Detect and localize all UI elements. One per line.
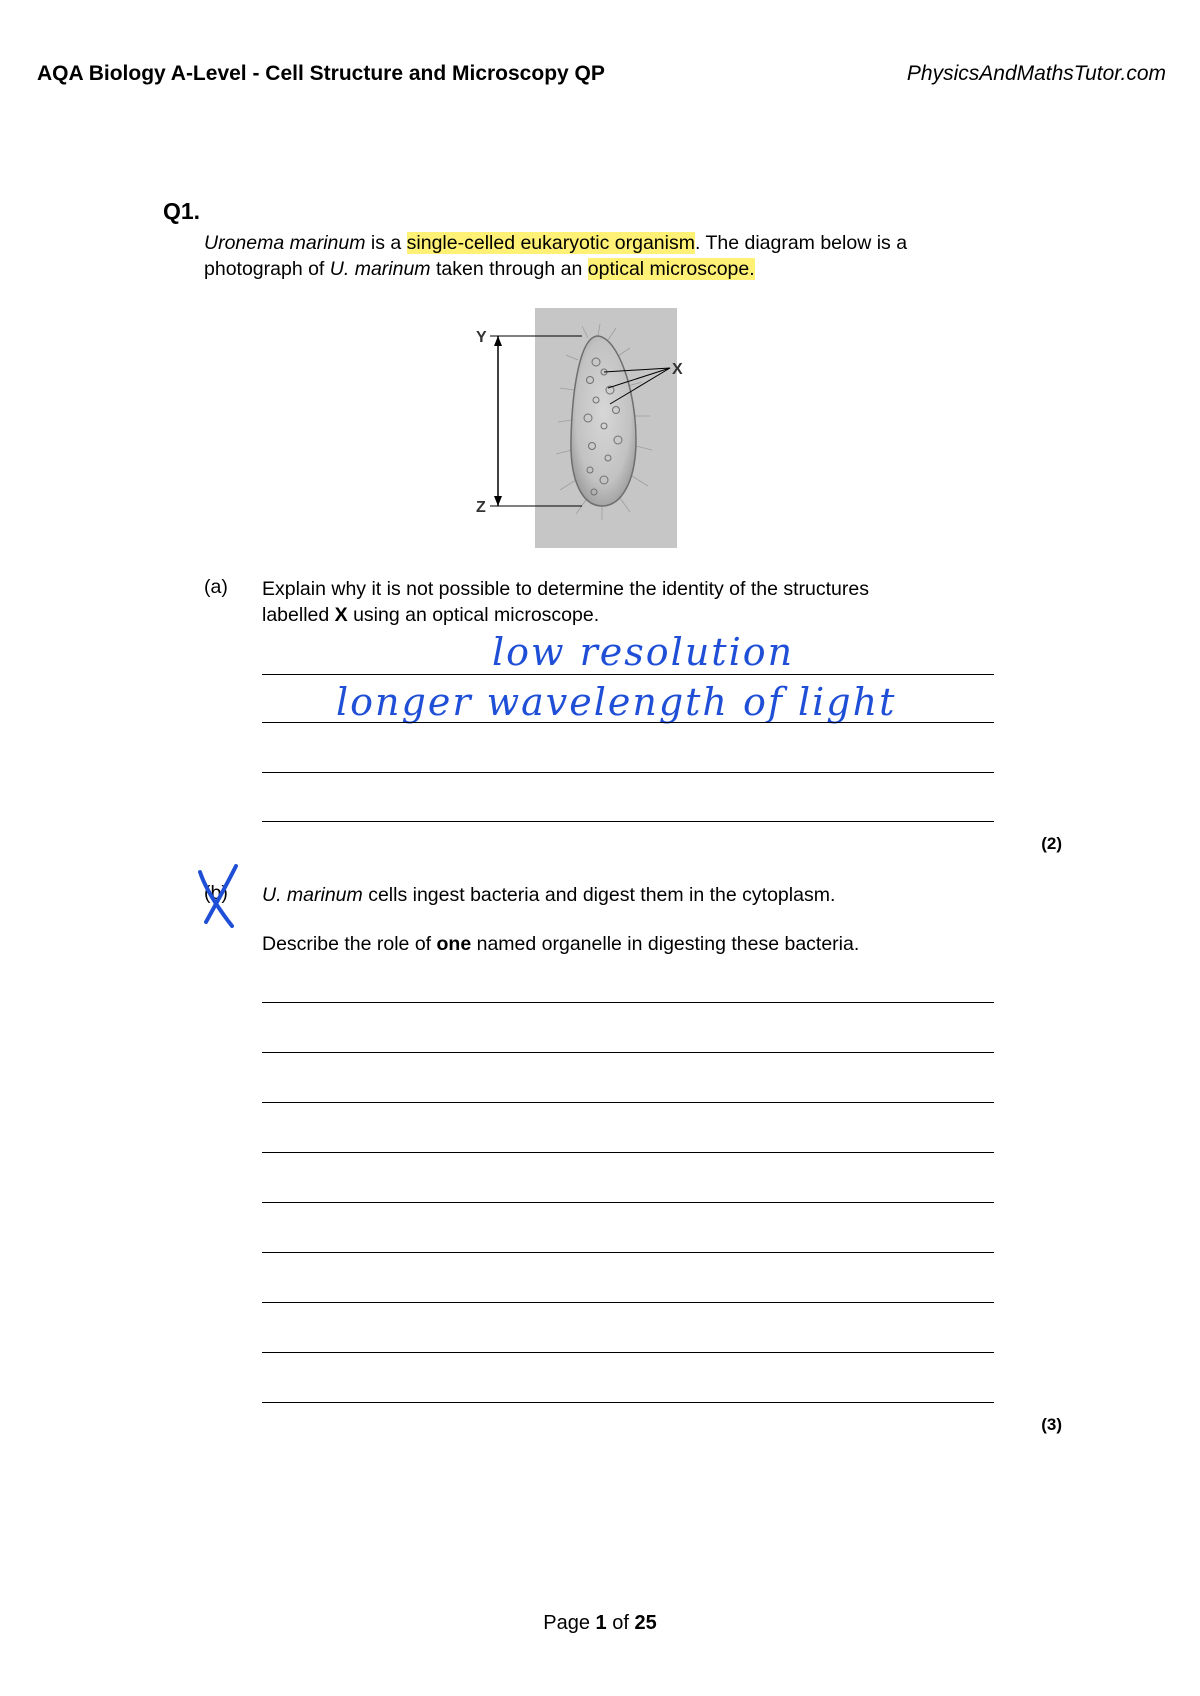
- handwritten-answer-1: low resolution: [492, 630, 795, 674]
- part-b-line1: [262, 882, 1002, 908]
- micrograph-image: [470, 300, 690, 550]
- answer-line[interactable]: [262, 1102, 994, 1103]
- part-b-text: Describe the role of: [262, 933, 437, 955]
- answer-line[interactable]: [262, 1252, 994, 1253]
- part-a-text: labelled: [262, 604, 335, 626]
- answer-line[interactable]: [262, 1152, 994, 1153]
- species-abbrev: U. marinum: [262, 884, 363, 906]
- part-a-label: (a): [204, 576, 228, 598]
- intro-text: taken through an: [430, 258, 588, 280]
- species-name: Uronema marinum: [204, 232, 366, 254]
- part-b-text: named organelle in digesting these bacteria.: [471, 933, 860, 955]
- page-footer: [0, 1612, 1200, 1635]
- part-b-bold-one: one: [436, 933, 472, 955]
- part-b-text: cells ingest bacteria and digest them in the cytoplasm.: [362, 884, 836, 906]
- answer-line[interactable]: [262, 1352, 994, 1353]
- answer-line[interactable]: [262, 674, 994, 675]
- part-b-line2: [262, 931, 1002, 957]
- part-a-line2: [262, 602, 1002, 628]
- footer-page-word: Page: [543, 1612, 590, 1634]
- part-a-marks: (2): [1041, 834, 1062, 853]
- answer-line[interactable]: [262, 1202, 994, 1203]
- answer-line[interactable]: [262, 821, 994, 822]
- micrograph-figure: [470, 300, 690, 550]
- highlight-organism: single-celled eukaryotic organism: [406, 232, 695, 254]
- question-intro: [204, 230, 1004, 282]
- part-b-marks: (3): [1041, 1415, 1062, 1434]
- label-y: Y: [476, 329, 487, 346]
- handwritten-answer-2: longer wavelength of light: [336, 680, 897, 724]
- intro-text: . The diagram below is a photograph of: [204, 232, 908, 280]
- footer-of-word: of: [612, 1612, 629, 1634]
- highlight-microscope: optical microscope.: [587, 258, 755, 280]
- intro-text: is a: [365, 232, 407, 254]
- answer-line[interactable]: [262, 1302, 994, 1303]
- header-title: AQA Biology A-Level - Cell Structure and Microscopy QP: [37, 62, 605, 85]
- header-source: PhysicsAndMathsTutor.com: [906, 62, 1166, 85]
- part-a-line1: Explain why it is not possible to determine the identity of the structures: [262, 578, 869, 600]
- part-b-label: (b): [204, 882, 228, 904]
- footer-page-number: 1: [595, 1612, 607, 1634]
- label-x: X: [672, 361, 683, 378]
- footer-page-total: 25: [634, 1612, 657, 1634]
- part-a-question: [262, 576, 1002, 628]
- question-number: Q1.: [163, 198, 201, 224]
- answer-line[interactable]: [262, 1052, 994, 1053]
- part-a-bold-x: X: [334, 604, 348, 626]
- answer-line[interactable]: [262, 772, 994, 773]
- species-abbrev: U. marinum: [329, 258, 431, 280]
- label-z: Z: [476, 499, 486, 516]
- answer-line[interactable]: [262, 1402, 994, 1403]
- answer-line[interactable]: [262, 722, 994, 723]
- part-a-text: using an optical microscope.: [347, 604, 600, 626]
- answer-line[interactable]: [262, 1002, 994, 1003]
